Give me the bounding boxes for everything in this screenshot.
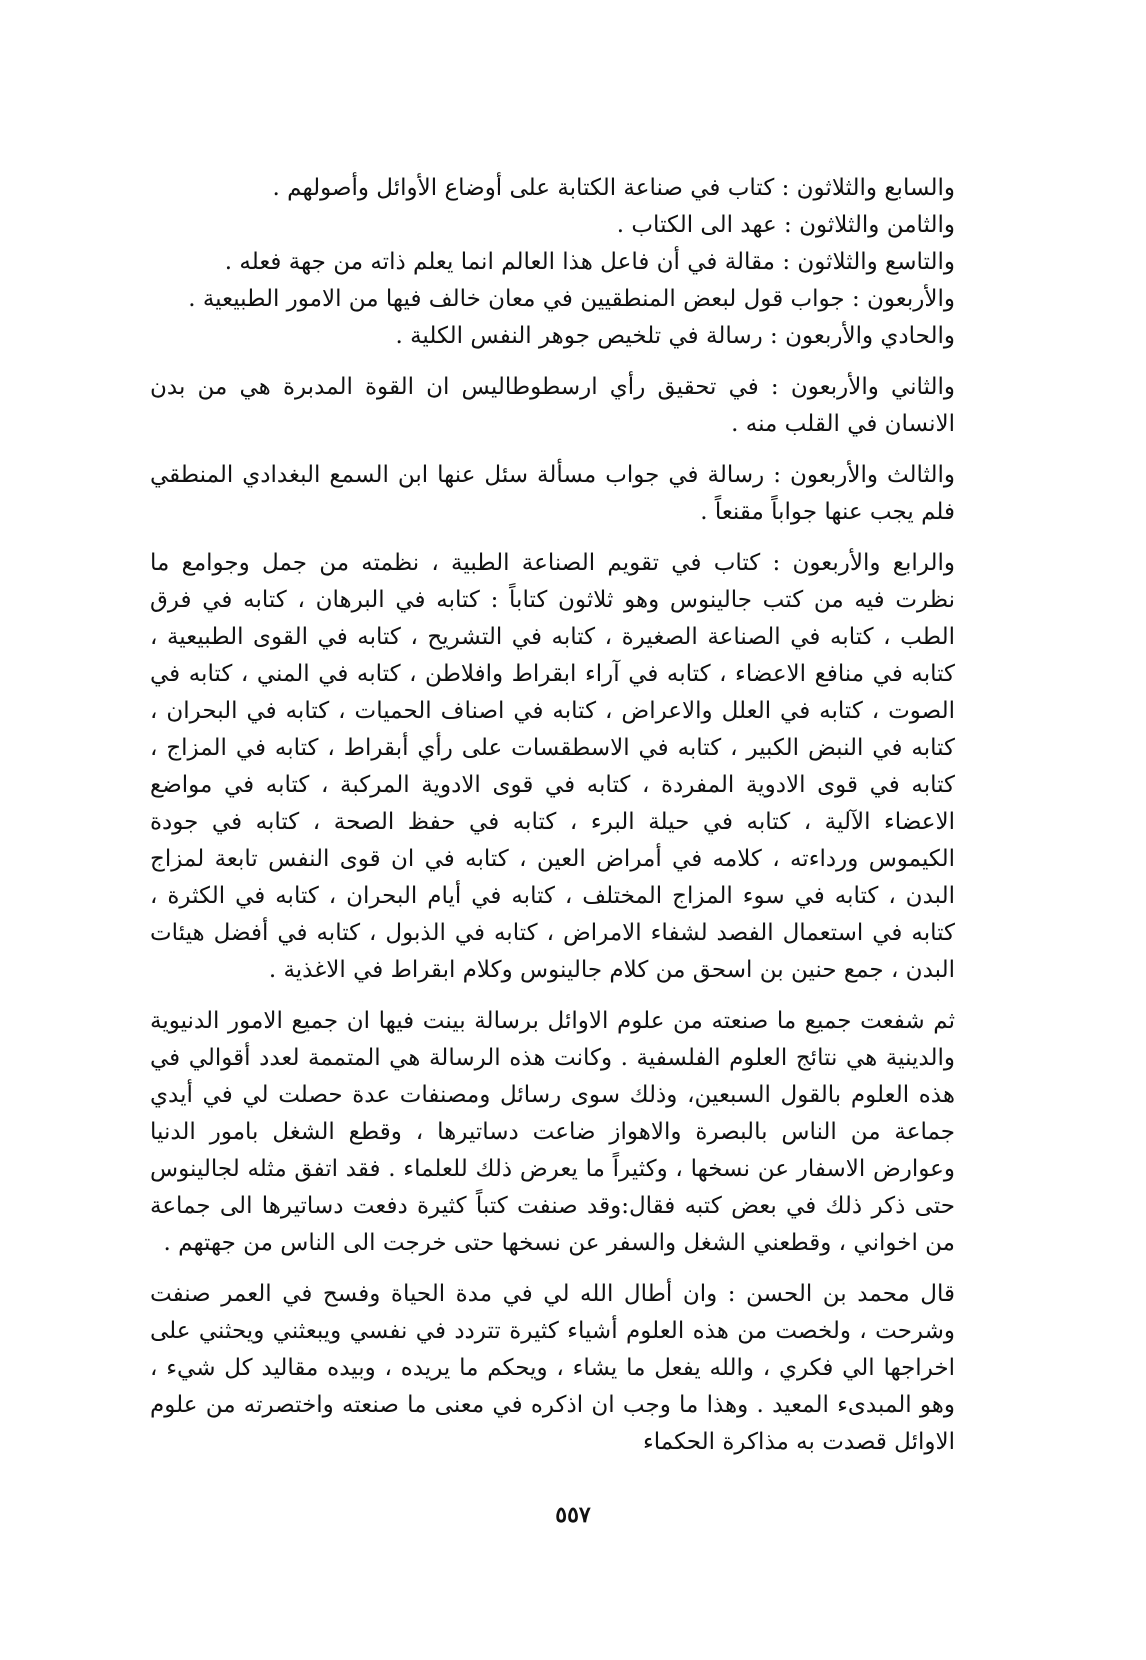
main-text <box>150 170 990 1461</box>
list-item: والثالث والأربعون : رسالة في جواب مسألة سئل عنها ابن السمع البغدادي المنطقي فلم يجب عنها جواباً مقنعاً . <box>150 462 955 525</box>
list-item: والرابع والأربعون : كتاب في تقويم الصناعة الطبية ، نظمته من جمل وجوامع ما نظرت فيه من كتب جالينوس وهو ثلاثون كتاباً : كتابه في البرهان ، كتابه في فرق الطب ، كتابه في الصناعة الصغيرة ، كتابه في التشريح ، كتابه في القوى الطبيعية ، كتابه في منافع الاعضاء ، كتابه في آراء ابقراط وافلاطن ، كتابه في المني ، كتابه في الصوت ، كتابه في العلل والاعراض ، كتابه في اصناف الحميات ، كتابه في البحران ، كتابه في النبض الكبير ، كتابه في الاسطقسات على رأي أبقراط ، كتابه في المزاج ، كتابه في قوى الادوية المفردة ، كتابه في قوى الادوية المركبة ، كتابه في مواضع الاعضاء الآلية ، كتابه في حيلة البرء ، كتابه في حفظ الصحة ، كتابه في جودة الكيموس ورداءته ، كلامه في أمراض العين ، كتابه في ان قوى النفس تابعة لمزاج البدن ، كتابه في سوء المزاج المختلف ، كتابه في أيام البحران ، كتابه في الكثرة ، كتابه في استعمال الفصد لشفاء الامراض ، كتابه في الذبول ، كتابه في أفضل هيئات البدن ، جمع حنين بن اسحق من كلام جالينوس وكلام ابقراط في الاغذية . <box>150 550 955 983</box>
list-item: والسابع والثلاثون : كتاب في صناعة الكتابة على أوضاع الأوائل وأصولهم . <box>272 175 955 201</box>
list-item: والثامن والثلاثون : عهد الى الكتاب . <box>616 212 955 238</box>
paragraph: ثم شفعت جميع ما صنعته من علوم الاوائل برسالة بينت فيها ان جميع الامور الدنيوية والدينية هي نتائج العلوم الفلسفية . وكانت هذه الرسالة هي المتممة لعدد أقوالي في هذه العلوم بالقول السبعين، وذلك سوى رسائل ومصنفات عدة حصلت لي في أيدي جماعة من الناس بالبصرة والاهواز ضاعت دساتيرها ، وقطع الشغل بامور الدنيا وعوارض الاسفار عن نسخها ، وكثيراً ما يعرض ذلك للعلماء . فقد اتفق مثله لجالينوس حتى ذكر ذلك في بعض كتبه فقال:وقد صنفت كتباً كثيرة دفعت دساتيرها الى جماعة من اخواني ، وقطعني الشغل والسفر عن نسخها حتى خرجت الى الناس من جهتهم . <box>150 1008 956 1256</box>
list-item: والتاسع والثلاثون : مقالة في أن فاعل هذا العالم انما يعلم ذاته من جهة فعله . <box>224 249 955 275</box>
page-number: ٥٥٧ <box>555 1502 591 1528</box>
list-item: والحادي والأربعون : رسالة في تلخيص جوهر النفس الكلية . <box>395 323 955 349</box>
list-item: والأربعون : جواب قول لبعض المنطقيين في معان خالف فيها من الامور الطبيعية . <box>188 286 955 312</box>
paragraph: قال محمد بن الحسن : وان أطال الله لي في مدة الحياة وفسح في العمر صنفت وشرحت ، ولخصت من هذه العلوم أشياء كثيرة تتردد في نفسي ويبعثني ويحثني على اخراجها الي فكري ، والله يفعل ما يشاء ، ويحكم ما يريده ، وبيده مقاليد كل شيء ، وهو المبدىء المعيد . وهذا ما وجب ان اذكره في معنى ما صنعته واختصرته من علوم الاوائل قصدت به مذاكرة الحكماء <box>150 1281 955 1455</box>
list-item: والثاني والأربعون : في تحقيق رأي ارسطوطاليس ان القوة المدبرة هي من بدن الانسان في القلب منه . <box>150 374 955 437</box>
